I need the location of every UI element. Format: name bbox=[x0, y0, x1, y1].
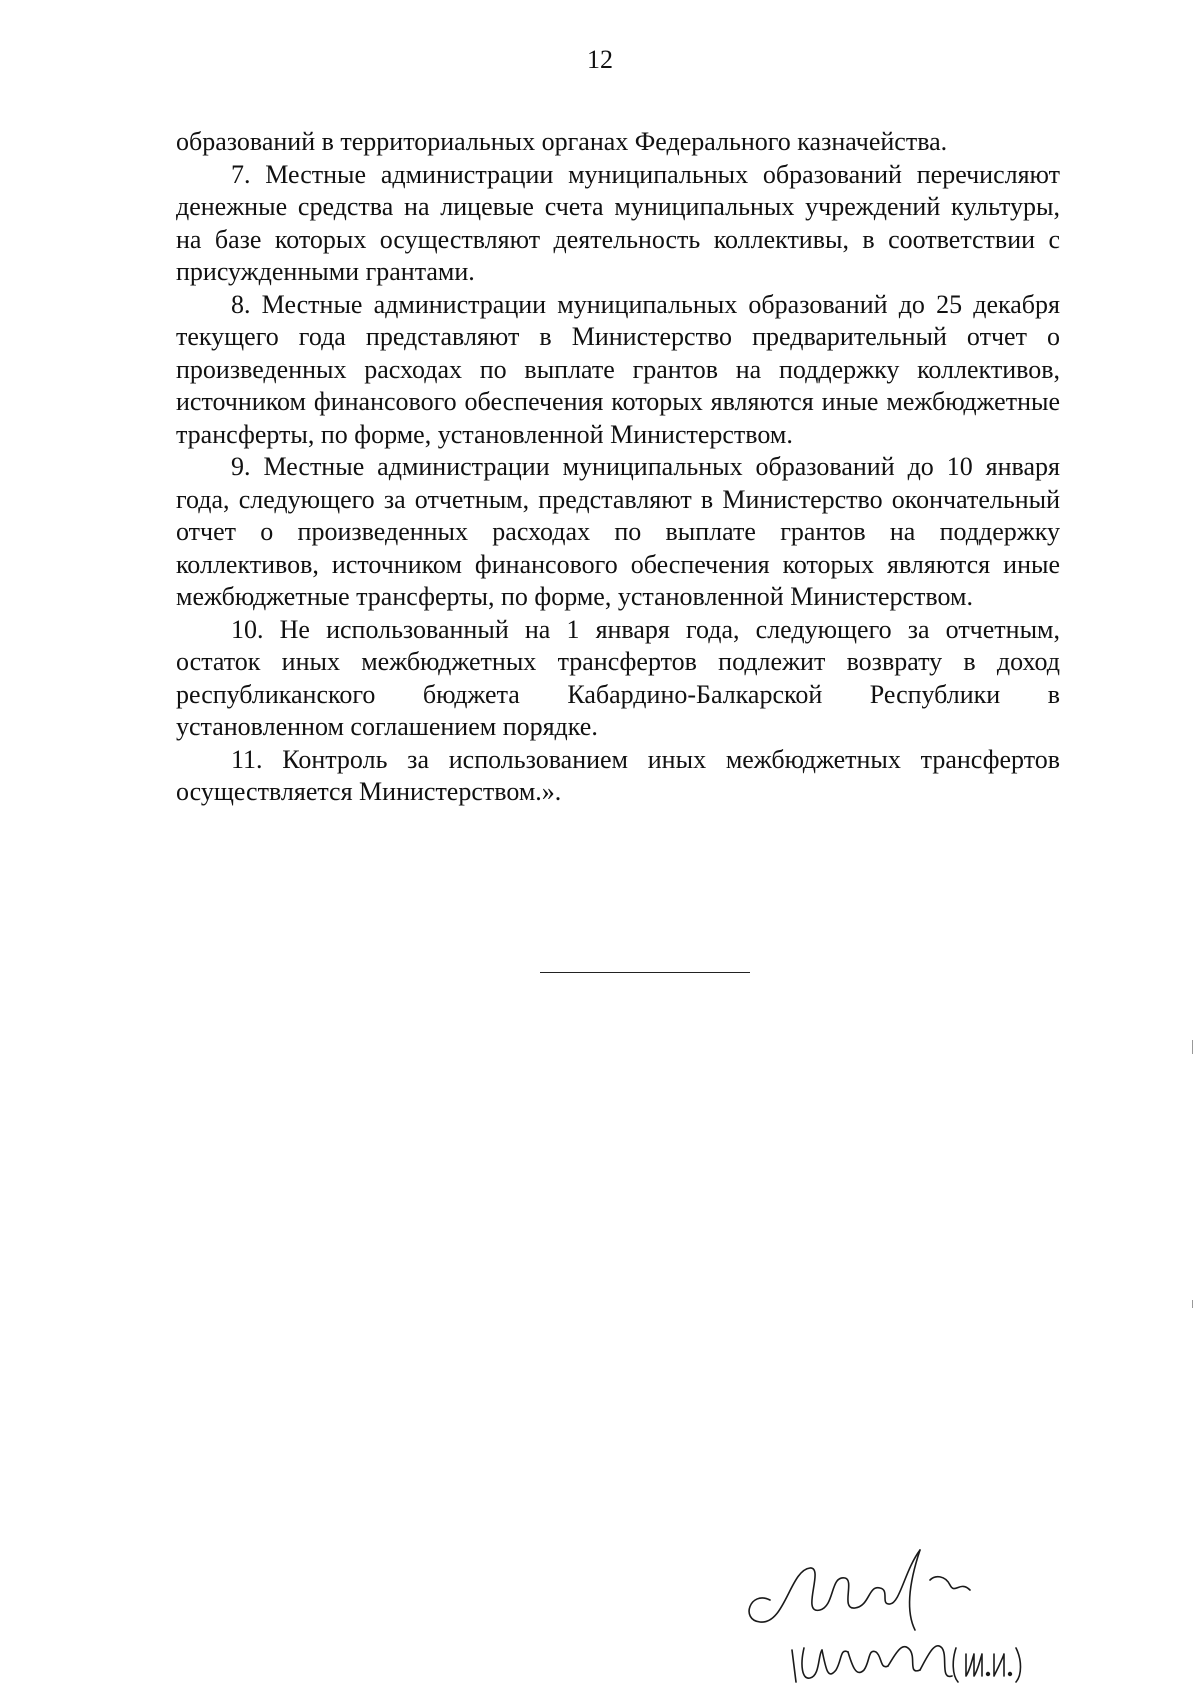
scan-edge-mark bbox=[1192, 1040, 1193, 1054]
document-body bbox=[176, 126, 1060, 809]
paragraph-item-8: 8. Местные администрации муниципальных образований до 25 декабря текущего года представляют в Министерство предварительный отчет о произведенных расходах по выплате грантов на поддержку коллективов, источником финансового обеспечения которых являются иные межбюджетные трансферты, по форме, установленной Министерством. bbox=[176, 289, 1060, 449]
paragraph-item-9: 9. Местные администрации муниципальных образований до 10 января года, следующего за отчетным, представляют в Министерство окончательный отчет о произведенных расходах по выплате грантов на поддержку коллективов, источником финансового обеспечения которых являются иные межбюджетные трансферты, по форме, установленной Министерством. bbox=[176, 452, 1060, 611]
paragraph-item-7: 7. Местные администрации муниципальных образований перечисляют денежные средства на лицевые счета муниципальных учреждений культуры, на базе которых осуществляют деятельность коллективы, в соответствии с присужденными грантами. bbox=[176, 159, 1060, 286]
scan-edge-mark bbox=[1192, 1300, 1193, 1308]
paragraph-item-11: 11. Контроль за использованием иных межбюджетных трансфертов осуществляется Министерством.». bbox=[176, 744, 1060, 806]
paragraph-continuation: образований в территориальных органах Федерального казначейства. bbox=[176, 127, 948, 156]
end-separator-line bbox=[540, 972, 750, 973]
paragraph-item-10: 10. Не использованный на 1 января года, следующего за отчетным, остаток иных межбюджетных трансфертов подлежит возврату в доход республиканского бюджета Кабардино-Балкарской Республики в установленном соглашением порядке. bbox=[176, 614, 1060, 741]
handwritten-signature bbox=[730, 1530, 1030, 1690]
page-number: 12 bbox=[587, 45, 613, 74]
